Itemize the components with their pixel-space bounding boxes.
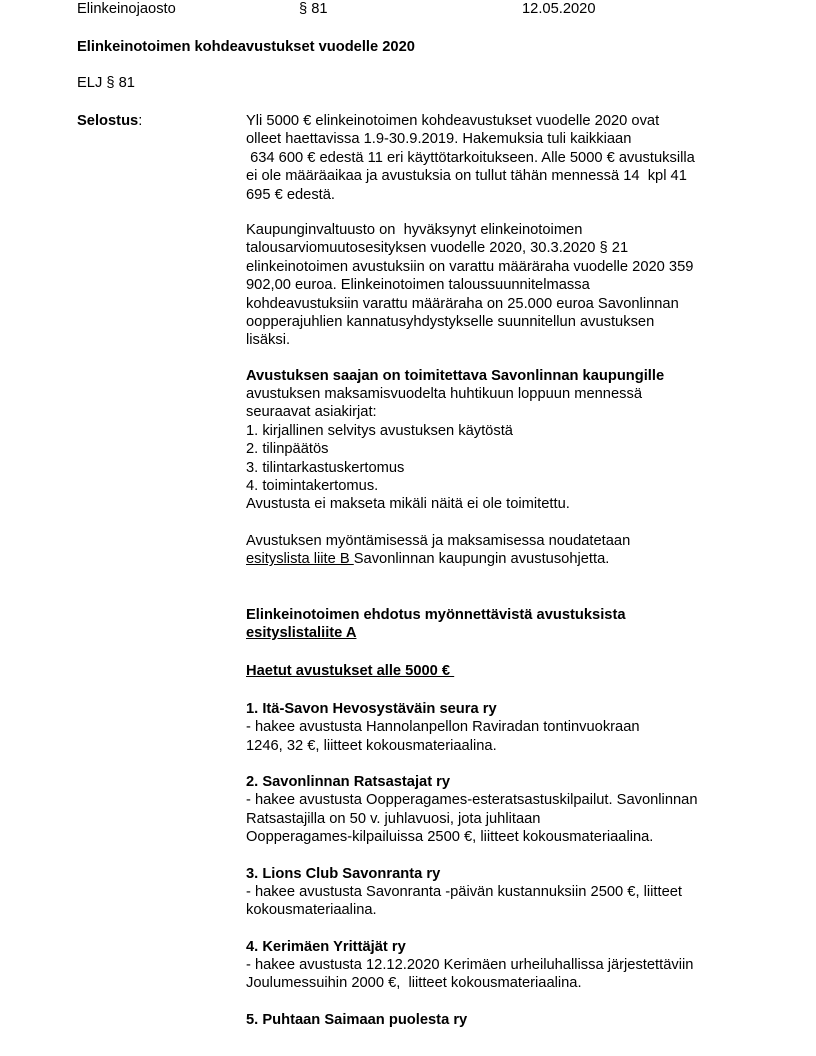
paragraph-line: avustuksen maksamisvuodelta huhtikuun loppuun mennessä: [246, 386, 642, 403]
attachment-a-link[interactable]: esityslistaliite A: [246, 624, 357, 641]
grant-item: [246, 700, 786, 755]
grant-name: 2. Savonlinnan Ratsastajat ry: [246, 773, 451, 790]
paragraph-heading: Avustuksen saajan on toimitettava Savonlinnan kaupungille: [246, 367, 665, 384]
selostus-label-text: Selostus: [77, 113, 139, 129]
header-committee: Elinkeinojaosto: [77, 1, 176, 17]
proposal-section: [246, 606, 786, 643]
paragraph-line: lisäksi.: [246, 332, 291, 349]
grant-name: 3. Lions Club Savonranta ry: [246, 865, 441, 882]
document-title: Elinkeinotoimen kohdeavustukset vuodelle 2020: [77, 39, 415, 55]
grant-line: - hakee avustusta Savonranta -päivän kustannuksiin 2500 €, liitteet: [246, 883, 682, 900]
paragraph-line: ei ole määräaikaa ja avustuksia on tullut tähän mennessä 14 kpl 41: [246, 168, 687, 185]
paragraph-3: [246, 367, 786, 514]
list-item: 4. toimintakertomus.: [246, 478, 379, 495]
grant-line: - hakee avustusta Hannolanpellon Raviradan tontinvuokraan: [246, 719, 640, 736]
paragraph-4: [246, 532, 786, 569]
proposal-heading: Elinkeinotoimen ehdotus myönnettävistä avustuksista: [246, 606, 626, 623]
small-grants-heading-text: Haetut avustukset alle 5000 €: [246, 663, 455, 680]
paragraph-line-rest: Savonlinnan kaupungin avustusohjetta.: [353, 551, 610, 568]
grant-line: Ratsastajilla on 50 v. juhlavuosi, jota juhlitaan: [246, 810, 541, 827]
paragraph-line: 695 € edestä.: [246, 186, 336, 203]
attachment-b-link[interactable]: esityslista liite B: [246, 551, 354, 568]
paragraph-line: talousarviomuutosesityksen vuodelle 2020, 30.3.2020 § 21: [246, 240, 629, 257]
grant-line: - hakee avustusta Oopperagames-esteratsastuskilpailut. Savonlinnan: [246, 792, 698, 809]
paragraph-line: kohdeavustuksiin varattu määräraha on 25.000 euroa Savonlinnan: [246, 295, 679, 312]
paragraph-line: Avustuksen myöntämisessä ja maksamisessa noudatetaan: [246, 532, 631, 549]
paragraph-2: [246, 221, 786, 350]
paragraph-1: [246, 112, 786, 204]
paragraph-line: olleet haettavissa 1.9-30.9.2019. Hakemuksia tuli kaikkiaan: [246, 131, 632, 148]
paragraph-line: seuraavat asiakirjat:: [246, 404, 377, 421]
list-item: 3. tilintarkastuskertomus: [246, 459, 405, 476]
grant-item: [246, 865, 786, 920]
paragraph-line: Avustusta ei makseta mikäli näitä ei ole toimitettu.: [246, 496, 570, 513]
grant-name: 5. Puhtaan Saimaan puolesta ry: [246, 1011, 468, 1028]
paragraph-line: 634 600 € edestä 11 eri käyttötarkoitukseen. Alle 5000 € avustuksilla: [246, 149, 695, 166]
paragraph-line: Yli 5000 € elinkeinotoimen kohdeavustukset vuodelle 2020 ovat: [246, 113, 660, 129]
grant-line: Oopperagames-kilpailuissa 2500 €, liitteet kokousmateriaalina.: [246, 829, 654, 846]
proposal-attachment: [246, 624, 786, 642]
grant-item: [246, 1011, 786, 1029]
paragraph-line: Kaupunginvaltuusto on hyväksynyt elinkeinotoimen: [246, 221, 583, 238]
header-date: 12.05.2020: [522, 1, 596, 17]
paragraph-line: 902,00 euroa. Elinkeinotoimen taloussuunnitelmassa: [246, 277, 590, 294]
list-item: 1. kirjallinen selvitys avustuksen käytöstä: [246, 422, 513, 439]
grant-name: 4. Kerimäen Yrittäjät ry: [246, 938, 406, 955]
header-section: § 81: [299, 1, 328, 17]
paragraph-line: [246, 550, 786, 568]
grant-line: kokousmateriaalina.: [246, 902, 377, 919]
selostus-body: [246, 112, 786, 1029]
grant-item: [246, 773, 786, 847]
selostus-colon: :: [138, 113, 143, 129]
grant-line: 1246, 32 €, liitteet kokousmateriaalina.: [246, 737, 497, 754]
grant-line: Joulumessuihin 2000 €, liitteet kokousmateriaalina.: [246, 975, 582, 992]
selostus-label: [77, 112, 142, 130]
paragraph-line: elinkeinotoimen avustuksiin on varattu määräraha vuodelle 2020 359: [246, 258, 694, 275]
paragraph-line: oopperajuhlien kannatusyhdystykselle suunnitellun avustuksen: [246, 313, 655, 330]
small-grants-heading: [246, 662, 786, 680]
section-reference: ELJ § 81: [77, 75, 135, 91]
grant-name: 1. Itä-Savon Hevosystäväin seura ry: [246, 700, 497, 717]
grant-item: [246, 938, 786, 993]
list-item: 2. tilinpäätös: [246, 441, 329, 458]
grant-line: - hakee avustusta 12.12.2020 Kerimäen urheiluhallissa järjestettäviin: [246, 957, 694, 974]
